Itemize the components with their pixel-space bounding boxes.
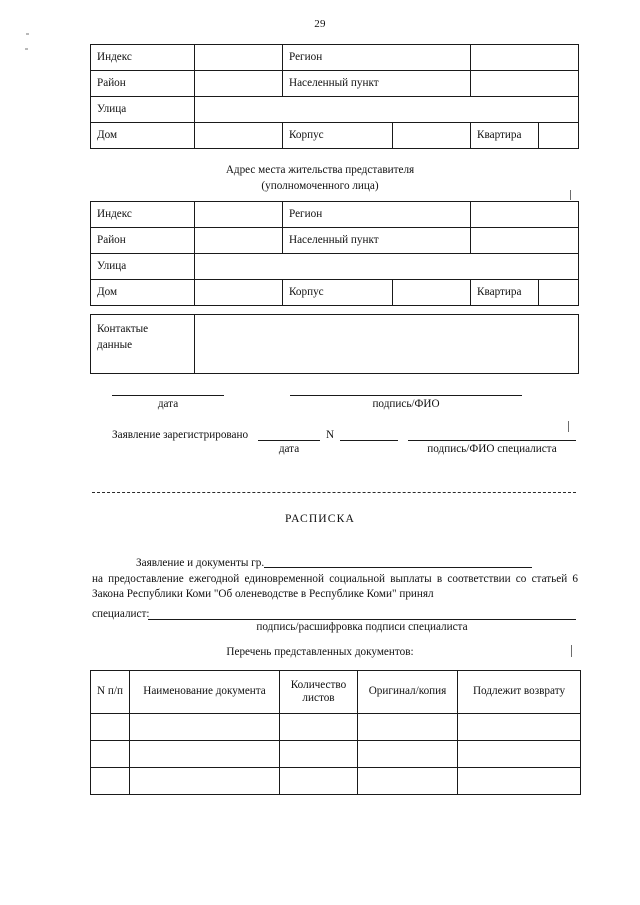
cell-value-district[interactable] <box>195 71 283 97</box>
cell-label-locality: Населенный пункт <box>283 228 471 254</box>
table-row <box>91 228 579 254</box>
cell-value-building[interactable] <box>393 280 471 306</box>
contact-label-line1: Контактые <box>97 323 149 335</box>
specialist-label: специалист: <box>92 608 150 620</box>
table-row <box>91 202 579 228</box>
table-row <box>91 71 579 97</box>
documents-list-table <box>90 670 581 795</box>
registered-date-rule <box>258 440 320 441</box>
table-row <box>91 714 581 741</box>
scan-margin-tick <box>571 645 572 657</box>
representative-heading-line1: Адрес места жительства представителя <box>225 164 415 176</box>
cell-label-district: Район <box>91 71 195 97</box>
cell-value-region[interactable] <box>471 45 579 71</box>
cell-document-name[interactable] <box>130 741 280 768</box>
cell-returnable[interactable] <box>458 768 581 795</box>
cell-sheet-count[interactable] <box>280 741 358 768</box>
scan-speckle <box>26 33 29 35</box>
cell-returnable[interactable] <box>458 714 581 741</box>
cell-value-house[interactable] <box>195 123 283 149</box>
cell-sheet-count[interactable] <box>280 714 358 741</box>
scan-margin-tick <box>568 421 569 432</box>
table-row <box>91 280 579 306</box>
cell-value-index[interactable] <box>195 45 283 71</box>
date-signature-rule <box>112 395 224 396</box>
cell-value-street[interactable] <box>195 97 579 123</box>
scan-speckle <box>25 48 28 50</box>
cell-label-contact <box>91 315 195 374</box>
cell-original-or-copy[interactable] <box>358 741 458 768</box>
table-row <box>91 45 579 71</box>
number-symbol: N <box>326 429 335 441</box>
contact-label-line2: данные <box>97 339 133 352</box>
receipt-intro-text: Заявление и документы гр. <box>136 557 265 569</box>
documents-list-heading: Перечень представленных документов: <box>226 646 414 658</box>
applicant-name-fill[interactable] <box>264 567 532 568</box>
cell-original-or-copy[interactable] <box>358 768 458 795</box>
cell-value-region[interactable] <box>471 202 579 228</box>
cell-value-locality[interactable] <box>471 71 579 97</box>
cell-value-contact[interactable] <box>195 315 579 374</box>
cell-returnable[interactable] <box>458 741 581 768</box>
specialist-name-rule <box>148 619 576 620</box>
table-row <box>91 97 579 123</box>
registration-number-rule <box>340 440 398 441</box>
cell-sheet-count[interactable] <box>280 768 358 795</box>
cell-document-name[interactable] <box>130 768 280 795</box>
cell-label-index: Индекс <box>91 45 195 71</box>
cell-label-house: Дом <box>91 280 195 306</box>
table-row <box>91 315 579 374</box>
address-table-representative <box>90 201 579 306</box>
cell-value-street[interactable] <box>195 254 579 280</box>
cell-value-district[interactable] <box>195 228 283 254</box>
cell-value-apartment[interactable] <box>539 123 579 149</box>
receipt-body <box>92 556 578 603</box>
cell-label-street: Улица <box>91 254 195 280</box>
specialist-transcript-caption: подпись/расшифровка подписи специалиста <box>256 621 468 633</box>
cell-label-index: Индекс <box>91 202 195 228</box>
cell-number[interactable] <box>91 741 130 768</box>
registered-date-caption: дата <box>278 443 300 455</box>
page-number: 29 <box>314 18 326 30</box>
column-header-number: N п/п <box>91 671 130 714</box>
column-header-original-or-copy: Оригинал/копия <box>358 671 458 714</box>
address-table-applicant <box>90 44 579 149</box>
cell-label-house: Дом <box>91 123 195 149</box>
date-caption: дата <box>157 398 179 410</box>
cell-label-street: Улица <box>91 97 195 123</box>
cell-label-apartment: Квартира <box>471 123 539 149</box>
registered-label: Заявление зарегистрировано <box>112 429 249 441</box>
receipt-title: РАСПИСКА <box>285 512 355 525</box>
column-header-returnable: Подлежит возврату <box>458 671 581 714</box>
table-header-row <box>91 671 581 714</box>
cell-label-building: Корпус <box>283 123 393 149</box>
table-row <box>91 741 581 768</box>
cell-label-apartment: Квартира <box>471 280 539 306</box>
section-separator <box>92 492 576 493</box>
cell-label-region: Регион <box>283 45 471 71</box>
receipt-body-line2: статьей 6 Закона Республики Коми "Об оленеводстве в Республике Коми" принял <box>92 572 579 601</box>
specialist-signature-caption: подпись/ФИО специалиста <box>427 443 557 455</box>
table-row <box>91 768 581 795</box>
receipt-body-line1: на предоставление ежегодной единовременной социальной выплаты в соответствии со <box>92 572 527 585</box>
specialist-signature-rule <box>408 440 576 441</box>
scan-margin-tick <box>570 190 571 200</box>
cell-original-or-copy[interactable] <box>358 714 458 741</box>
cell-label-building: Корпус <box>283 280 393 306</box>
cell-value-index[interactable] <box>195 202 283 228</box>
contact-data-table <box>90 314 579 374</box>
column-header-sheet-count: Количество листов <box>280 671 358 714</box>
cell-number[interactable] <box>91 714 130 741</box>
column-header-document-name: Наименование документа <box>130 671 280 714</box>
representative-heading-line2: (уполномоченного лица) <box>261 180 379 192</box>
cell-label-locality: Населенный пункт <box>283 71 471 97</box>
cell-label-region: Регион <box>283 202 471 228</box>
cell-document-name[interactable] <box>130 714 280 741</box>
table-row <box>91 254 579 280</box>
cell-number[interactable] <box>91 768 130 795</box>
fio-signature-rule <box>290 395 522 396</box>
cell-label-district: Район <box>91 228 195 254</box>
cell-value-apartment[interactable] <box>539 280 579 306</box>
cell-value-locality[interactable] <box>471 228 579 254</box>
table-row <box>91 123 579 149</box>
signature-fio-caption: подпись/ФИО <box>372 398 440 410</box>
cell-value-house[interactable] <box>195 280 283 306</box>
cell-value-building[interactable] <box>393 123 471 149</box>
